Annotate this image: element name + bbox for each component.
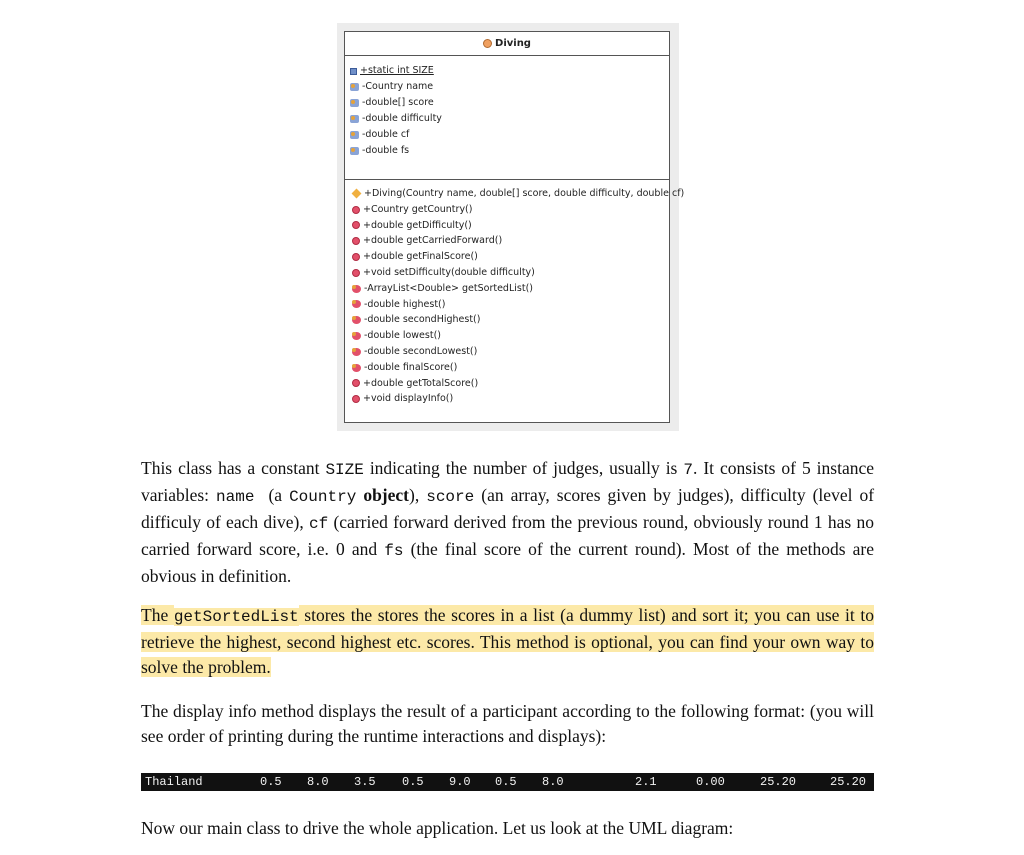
uml-method-row bbox=[352, 328, 669, 344]
private-method-icon bbox=[352, 285, 361, 293]
uml-method-label: -double lowest() bbox=[364, 330, 441, 342]
output-score-2: 8.0 bbox=[307, 775, 329, 789]
output-score-3: 3.5 bbox=[354, 775, 376, 789]
uml-field-row bbox=[350, 111, 669, 127]
highlighted-text: The bbox=[141, 605, 174, 625]
output-score-6: 0.5 bbox=[495, 775, 517, 789]
uml-field-label: -double cf bbox=[362, 129, 410, 140]
private-method-icon bbox=[352, 348, 361, 356]
output-total-score: 25.20 bbox=[830, 775, 867, 789]
uml-method-label: +double getFinalScore() bbox=[363, 251, 478, 263]
public-method-icon bbox=[352, 269, 360, 277]
uml-class-header bbox=[345, 32, 669, 56]
code-country: Country bbox=[289, 488, 357, 506]
uml-method-row bbox=[352, 360, 669, 376]
uml-method-label: +Diving(Country name, double[] score, double difficulty, double cf) bbox=[364, 188, 685, 199]
public-method-icon bbox=[352, 237, 360, 245]
text-run: (the final score of the current round). Most of the methods are obvious in definition. bbox=[141, 539, 875, 586]
uml-method-row bbox=[352, 186, 685, 202]
uml-diagram-frame bbox=[337, 23, 685, 431]
code-getsortedlist: getSortedList bbox=[173, 608, 299, 626]
text-run: (a bbox=[254, 485, 290, 505]
uml-method-label: -double highest() bbox=[364, 298, 446, 310]
description-paragraph bbox=[141, 456, 874, 589]
private-method-icon bbox=[352, 316, 361, 324]
output-score-1: 0.5 bbox=[260, 775, 282, 789]
private-field-icon bbox=[350, 131, 359, 139]
text-run: indicating the number of judges, usually is bbox=[363, 458, 684, 478]
output-final-score: 25.20 bbox=[760, 775, 797, 789]
code-fs: fs bbox=[384, 542, 404, 560]
public-method-icon bbox=[352, 221, 360, 229]
uml-method-row bbox=[352, 297, 669, 313]
uml-method-row bbox=[352, 249, 669, 265]
private-field-icon bbox=[350, 115, 359, 123]
static-field-icon bbox=[350, 68, 357, 75]
text-run: (an array, scores given by judges), difficulty (level of difficuly of each dive), bbox=[141, 485, 875, 532]
private-method-icon bbox=[352, 332, 361, 340]
uml-methods-section bbox=[345, 180, 685, 407]
uml-method-row bbox=[352, 312, 669, 328]
uml-method-label: +Country getCountry() bbox=[363, 203, 473, 215]
uml-field-row bbox=[350, 63, 669, 79]
code-size: SIZE bbox=[325, 461, 364, 479]
public-method-icon bbox=[352, 253, 360, 261]
output-country: Thailand bbox=[145, 775, 203, 789]
uml-method-row bbox=[352, 281, 669, 297]
uml-field-row bbox=[350, 143, 669, 159]
uml-method-label: -double secondLowest() bbox=[364, 345, 478, 357]
highlighted-text: stores the stores the scores in a list (a dummy list) and sort it; you can use it to retrieve the highest, second highest etc. scores. This method is optional, you can find your own way to solve the problem. bbox=[141, 605, 874, 677]
text-run: The display info method displays the result of a participant according to the following format: (you will see order of printing during the runtime interactions and displays): bbox=[141, 701, 874, 746]
private-field-icon bbox=[350, 99, 359, 107]
output-score-5: 9.0 bbox=[449, 775, 471, 789]
code-seven: 7 bbox=[683, 461, 693, 479]
text-run: (carried forward derived from the previous round, obviously round 1 has no carried forward score, i.e. 0 and bbox=[141, 512, 874, 559]
public-method-icon bbox=[352, 379, 360, 387]
bold-object: object bbox=[363, 485, 409, 505]
uml-class-name: Diving bbox=[495, 38, 531, 49]
text-run: ), bbox=[409, 485, 427, 505]
uml-field-row bbox=[350, 127, 669, 143]
output-score-7: 8.0 bbox=[542, 775, 564, 789]
text-run: This class has a constant bbox=[141, 458, 326, 478]
display-info-paragraph bbox=[141, 699, 874, 749]
uml-method-label: +void setDifficulty(double difficulty) bbox=[363, 266, 535, 278]
uml-method-row bbox=[352, 218, 669, 234]
uml-field-label: -Country name bbox=[362, 81, 434, 92]
code-name: name bbox=[216, 488, 255, 506]
private-method-icon bbox=[352, 300, 361, 308]
uml-method-row bbox=[352, 265, 669, 281]
uml-class-box bbox=[344, 31, 685, 423]
uml-method-label: -double secondHighest() bbox=[364, 314, 481, 326]
output-score-4: 0.5 bbox=[402, 775, 424, 789]
uml-method-label: -ArrayList<Double> getSortedList() bbox=[364, 282, 533, 294]
uml-field-label: -double difficulty bbox=[362, 113, 442, 124]
output-difficulty: 2.1 bbox=[635, 775, 657, 789]
uml-method-row bbox=[352, 202, 669, 218]
main-class-paragraph bbox=[141, 816, 874, 841]
uml-method-label: +double getTotalScore() bbox=[363, 377, 479, 389]
uml-field-label: -double fs bbox=[362, 145, 410, 156]
uml-method-label: +void displayInfo() bbox=[363, 393, 454, 405]
uml-fields-section bbox=[345, 56, 669, 180]
highlighted-paragraph bbox=[141, 603, 874, 680]
uml-method-row bbox=[352, 344, 669, 360]
uml-field-row bbox=[350, 95, 669, 111]
uml-method-label: +double getDifficulty() bbox=[363, 219, 472, 231]
uml-field-label: -double[] score bbox=[362, 97, 434, 108]
uml-field-label: +static int SIZE bbox=[360, 65, 434, 76]
code-cf: cf bbox=[308, 515, 329, 533]
public-method-icon bbox=[352, 206, 360, 214]
output-carried-forward: 0.00 bbox=[696, 775, 725, 789]
uml-method-label: +double getCarriedForward() bbox=[363, 235, 503, 247]
sample-output-bar bbox=[141, 773, 874, 791]
text-run: Now our main class to drive the whole application. Let us look at the UML diagram: bbox=[141, 818, 734, 838]
uml-method-row bbox=[352, 376, 669, 392]
code-score: score bbox=[426, 488, 475, 506]
constructor-icon bbox=[352, 189, 362, 199]
private-field-icon bbox=[350, 83, 359, 91]
text-run: . It consists of 5 instance variables: bbox=[141, 458, 875, 505]
private-method-icon bbox=[352, 364, 361, 372]
uml-field-row bbox=[350, 79, 669, 95]
uml-method-row bbox=[352, 391, 669, 407]
uml-method-row bbox=[352, 233, 669, 249]
uml-method-label: -double finalScore() bbox=[364, 361, 458, 373]
class-icon bbox=[483, 39, 492, 48]
private-field-icon bbox=[350, 147, 359, 155]
public-method-icon bbox=[352, 395, 360, 403]
